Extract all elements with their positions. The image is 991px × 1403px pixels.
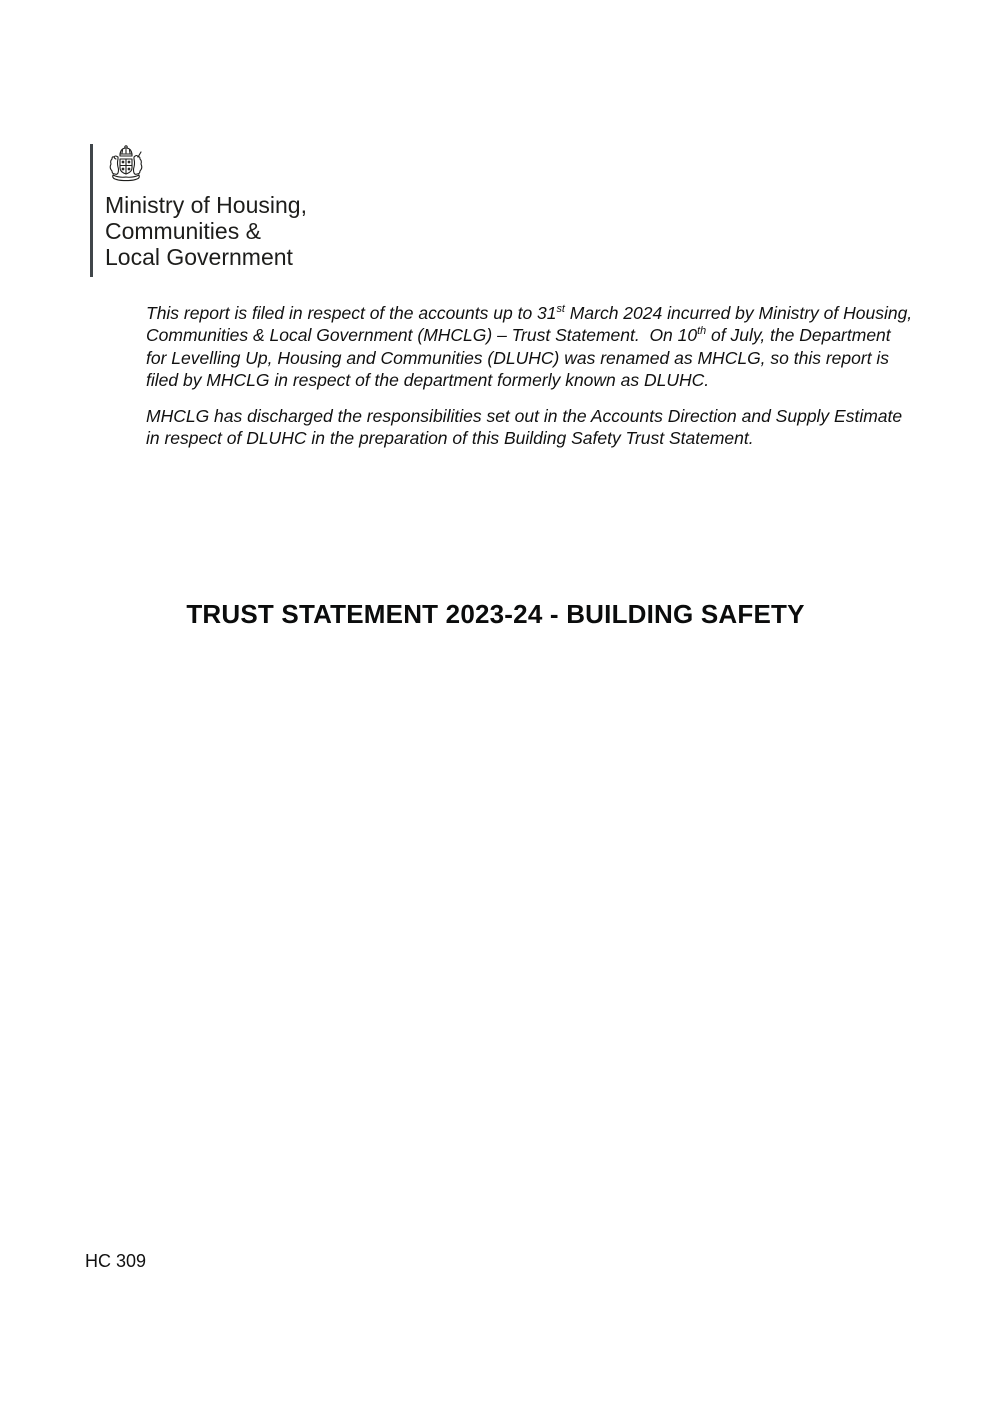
intro-paragraph-2: MHCLG has discharged the responsibilities set out in the Accounts Direction and Supply Estimate in respect of DLUHC in the preparation of this Building Safety Trust Statement. xyxy=(146,405,907,449)
logo-content xyxy=(93,144,307,277)
ordinal-superscript-st: st xyxy=(556,303,565,316)
intro-section xyxy=(146,302,918,462)
document-title: TRUST STATEMENT 2023-24 - BUILDING SAFETY xyxy=(186,599,805,629)
paragraph-1-part-1: This report is filed in respect of the accounts up to 31 xyxy=(146,303,557,323)
department-name-line-3: Local Government xyxy=(105,244,293,270)
department-name xyxy=(105,192,307,270)
royal-coat-of-arms-icon xyxy=(105,144,147,190)
paragraph-1-part-3: of July, the Department for Levelling Up, Housing and Communities (DLUHC) was renamed as MHCLG, so this report is filed by MHCLG in respect of the department formerly known as DLUHC. xyxy=(146,325,896,391)
hc-reference: HC 309 xyxy=(85,1251,147,1271)
paragraph-1-part-2: March 2024 incurred by Ministry of Housing, Communities & Local Government (MHCLG) – Trust Statement. On 10 xyxy=(146,303,918,346)
ordinal-superscript-th: th xyxy=(697,325,707,338)
intro-paragraph-1 xyxy=(146,302,918,392)
department-logo xyxy=(90,144,307,277)
department-name-line-2: Communities & xyxy=(105,218,261,244)
department-name-line-1: Ministry of Housing, xyxy=(105,192,307,218)
